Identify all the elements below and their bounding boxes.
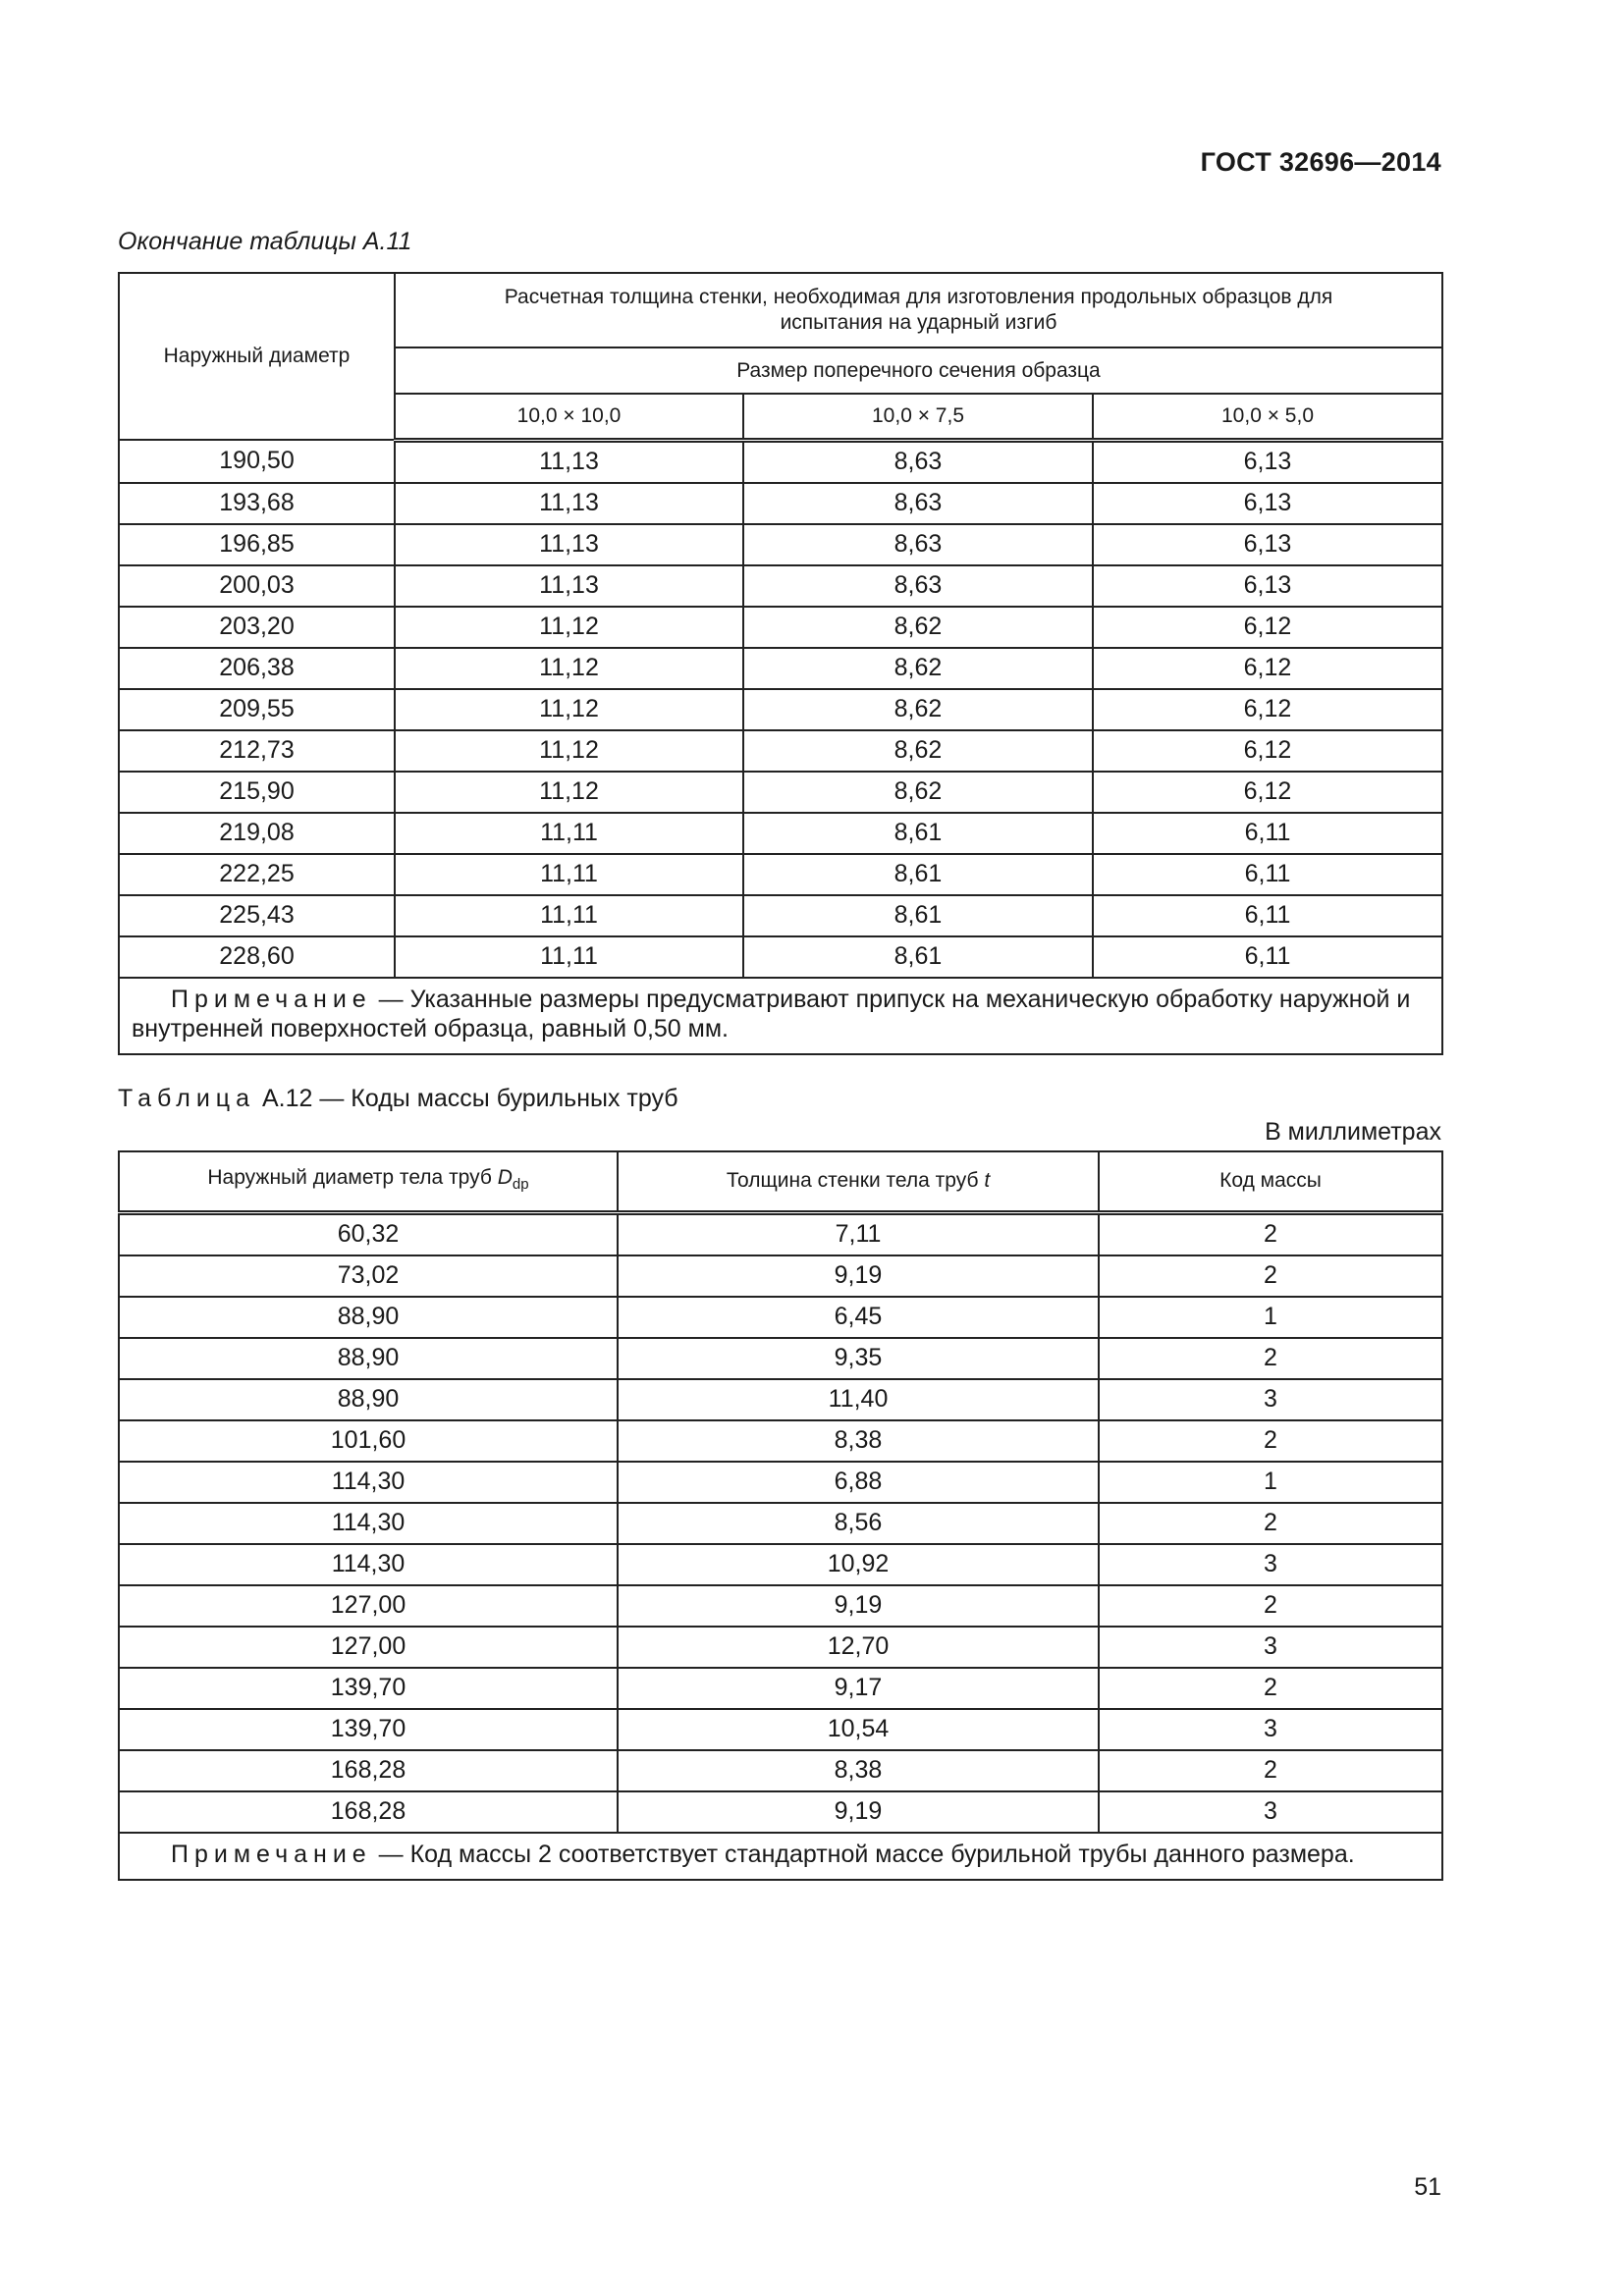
table-cell: 139,70 xyxy=(119,1709,618,1750)
wall-symbol: t xyxy=(984,1169,991,1193)
table-cell: 1 xyxy=(1099,1462,1442,1503)
col-outer-diameter-header: Наружный диаметр xyxy=(119,273,395,440)
table-cell: 7,11 xyxy=(618,1212,1099,1255)
table-cell: 6,12 xyxy=(1093,772,1442,813)
caption-text: А.12 — Коды массы бурильных труб xyxy=(255,1085,678,1112)
table-cell: 6,12 xyxy=(1093,730,1442,772)
table-cell: 88,90 xyxy=(119,1338,618,1379)
table-cell: 3 xyxy=(1099,1627,1442,1668)
table-cell: 212,73 xyxy=(119,730,395,772)
table-cell: 8,62 xyxy=(743,772,1093,813)
table-cell: 11,11 xyxy=(395,895,743,936)
table-row xyxy=(119,1297,1442,1338)
table-row xyxy=(119,936,1442,978)
table-row xyxy=(119,813,1442,854)
table-a11 xyxy=(118,272,1443,1055)
table-cell: 215,90 xyxy=(119,772,395,813)
table-cell: 6,13 xyxy=(1093,524,1442,565)
table-cell: 11,13 xyxy=(395,565,743,607)
table-cell: 88,90 xyxy=(119,1379,618,1420)
table-a11-continuation-caption: Окончание таблицы А.11 xyxy=(118,228,412,255)
table-cell: 9,35 xyxy=(618,1338,1099,1379)
diameter-subscript: dp xyxy=(512,1175,529,1193)
table-cell: 6,13 xyxy=(1093,565,1442,607)
table-cell: 8,62 xyxy=(743,648,1093,689)
table-cell: 114,30 xyxy=(119,1544,618,1585)
table-cell: 209,55 xyxy=(119,689,395,730)
table-cell: 8,63 xyxy=(743,483,1093,524)
table-cell: 222,25 xyxy=(119,854,395,895)
table-row xyxy=(119,1544,1442,1585)
table-cell: 2 xyxy=(1099,1420,1442,1462)
table-cell: 11,12 xyxy=(395,607,743,648)
table-cell: 11,11 xyxy=(395,936,743,978)
table-row xyxy=(119,1585,1442,1627)
table-cell: 2 xyxy=(1099,1750,1442,1791)
table-cell: 11,13 xyxy=(395,524,743,565)
table-cell: 6,12 xyxy=(1093,648,1442,689)
table-cell: 200,03 xyxy=(119,565,395,607)
table-cell: 9,19 xyxy=(618,1585,1099,1627)
table-row xyxy=(119,1791,1442,1833)
table-cell: 11,12 xyxy=(395,730,743,772)
table-cell: 11,12 xyxy=(395,648,743,689)
table-cell: 9,17 xyxy=(618,1668,1099,1709)
table-cell: 193,68 xyxy=(119,483,395,524)
table-cell: 11,40 xyxy=(618,1379,1099,1420)
table-a12 xyxy=(118,1150,1443,1881)
table-row xyxy=(119,565,1442,607)
table-cell: 10,92 xyxy=(618,1544,1099,1585)
table-cell: 8,61 xyxy=(743,813,1093,854)
table-cell: 6,13 xyxy=(1093,483,1442,524)
table-a12-note xyxy=(119,1833,1442,1880)
table-row xyxy=(119,483,1442,524)
unit-note: В миллиметрах xyxy=(1265,1118,1441,1146)
table-cell: 8,63 xyxy=(743,524,1093,565)
table-cell: 8,63 xyxy=(743,565,1093,607)
table-cell: 60,32 xyxy=(119,1212,618,1255)
caption-label: Таблица xyxy=(118,1085,256,1112)
note-label: Примечание xyxy=(171,1840,372,1868)
note-text: — Код массы 2 соответствует стандартной массе бурильной трубы данного размера. xyxy=(371,1840,1355,1868)
table-cell: 2 xyxy=(1099,1585,1442,1627)
table-cell: 8,38 xyxy=(618,1420,1099,1462)
table-cell: 2 xyxy=(1099,1668,1442,1709)
col-diameter-label: Наружный диаметр тела труб xyxy=(207,1165,498,1189)
table-cell: 8,38 xyxy=(618,1750,1099,1791)
table-cell: 11,13 xyxy=(395,483,743,524)
table-cell: 190,50 xyxy=(119,440,395,483)
table-row xyxy=(119,730,1442,772)
table-cell: 228,60 xyxy=(119,936,395,978)
table-cell: 6,11 xyxy=(1093,936,1442,978)
table-row xyxy=(119,1503,1442,1544)
table-cell: 2 xyxy=(1099,1503,1442,1544)
table-cell: 11,12 xyxy=(395,772,743,813)
table-row xyxy=(119,1462,1442,1503)
table-cell: 196,85 xyxy=(119,524,395,565)
table-row xyxy=(119,1212,1442,1255)
table-cell: 127,00 xyxy=(119,1585,618,1627)
page-number: 51 xyxy=(1414,2173,1441,2201)
wall-thickness-group-header: Расчетная толщина стенки, необходимая для изготовления продольных образцов для испытания на ударный изгиб xyxy=(395,273,1442,347)
table-cell: 8,62 xyxy=(743,607,1093,648)
table-cell: 139,70 xyxy=(119,1668,618,1709)
table-cell: 225,43 xyxy=(119,895,395,936)
table-row xyxy=(119,689,1442,730)
table-row xyxy=(119,1379,1442,1420)
table-cell: 101,60 xyxy=(119,1420,618,1462)
table-row xyxy=(119,1420,1442,1462)
table-cell: 3 xyxy=(1099,1791,1442,1833)
table-cell: 6,12 xyxy=(1093,607,1442,648)
table-row xyxy=(119,648,1442,689)
table-row xyxy=(119,1668,1442,1709)
table-cell: 6,11 xyxy=(1093,854,1442,895)
table-cell: 9,19 xyxy=(618,1791,1099,1833)
table-cell: 114,30 xyxy=(119,1462,618,1503)
table-cell: 114,30 xyxy=(119,1503,618,1544)
table-cell: 6,12 xyxy=(1093,689,1442,730)
table-row xyxy=(119,1709,1442,1750)
table-cell: 3 xyxy=(1099,1379,1442,1420)
table-cell: 10,54 xyxy=(618,1709,1099,1750)
table-row xyxy=(119,524,1442,565)
table-cell: 8,62 xyxy=(743,689,1093,730)
table-cell: 9,19 xyxy=(618,1255,1099,1297)
col-diameter-header xyxy=(119,1151,618,1212)
col-code-header: Код массы xyxy=(1099,1151,1442,1212)
table-cell: 6,11 xyxy=(1093,895,1442,936)
table-row xyxy=(119,854,1442,895)
table-cell: 11,11 xyxy=(395,813,743,854)
document-code: ГОСТ 32696—2014 xyxy=(1200,147,1441,177)
table-row xyxy=(119,1627,1442,1668)
table-row xyxy=(119,1255,1442,1297)
table-cell: 8,61 xyxy=(743,854,1093,895)
note-label: Примечание xyxy=(171,985,372,1013)
table-cell: 11,13 xyxy=(395,440,743,483)
table-cell: 203,20 xyxy=(119,607,395,648)
table-cell: 73,02 xyxy=(119,1255,618,1297)
table-cell: 2 xyxy=(1099,1255,1442,1297)
table-cell: 8,61 xyxy=(743,895,1093,936)
table-cell: 11,12 xyxy=(395,689,743,730)
note-text: — Указанные размеры предусматривают припуск на механическую обработку наружной и внутренней поверхностей образца, равный 0,50 мм. xyxy=(132,985,1411,1042)
table-cell: 6,13 xyxy=(1093,440,1442,483)
table-a12-caption xyxy=(118,1085,678,1113)
table-row xyxy=(119,607,1442,648)
table-a11-note xyxy=(119,978,1442,1054)
table-row xyxy=(119,895,1442,936)
table-cell: 11,11 xyxy=(395,854,743,895)
cross-section-size-header: Размер поперечного сечения образца xyxy=(395,347,1442,394)
size-header: 10,0 × 10,0 xyxy=(395,394,743,440)
table-cell: 206,38 xyxy=(119,648,395,689)
table-cell: 168,28 xyxy=(119,1750,618,1791)
table-cell: 12,70 xyxy=(618,1627,1099,1668)
size-header: 10,0 × 5,0 xyxy=(1093,394,1442,440)
table-cell: 8,63 xyxy=(743,440,1093,483)
table-cell: 1 xyxy=(1099,1297,1442,1338)
table-cell: 6,11 xyxy=(1093,813,1442,854)
table-row xyxy=(119,1750,1442,1791)
table-row xyxy=(119,1338,1442,1379)
col-wall-header xyxy=(618,1151,1099,1212)
table-cell: 3 xyxy=(1099,1544,1442,1585)
table-cell: 219,08 xyxy=(119,813,395,854)
table-cell: 3 xyxy=(1099,1709,1442,1750)
table-cell: 127,00 xyxy=(119,1627,618,1668)
size-header: 10,0 × 7,5 xyxy=(743,394,1093,440)
table-cell: 168,28 xyxy=(119,1791,618,1833)
table-cell: 6,45 xyxy=(618,1297,1099,1338)
table-cell: 88,90 xyxy=(119,1297,618,1338)
table-cell: 8,62 xyxy=(743,730,1093,772)
col-wall-label: Толщина стенки тела труб xyxy=(726,1169,985,1193)
table-cell: 6,88 xyxy=(618,1462,1099,1503)
table-cell: 2 xyxy=(1099,1338,1442,1379)
table-cell: 2 xyxy=(1099,1212,1442,1255)
table-cell: 8,61 xyxy=(743,936,1093,978)
table-row xyxy=(119,772,1442,813)
table-row xyxy=(119,440,1442,483)
diameter-symbol: D xyxy=(497,1165,513,1189)
table-cell: 8,56 xyxy=(618,1503,1099,1544)
